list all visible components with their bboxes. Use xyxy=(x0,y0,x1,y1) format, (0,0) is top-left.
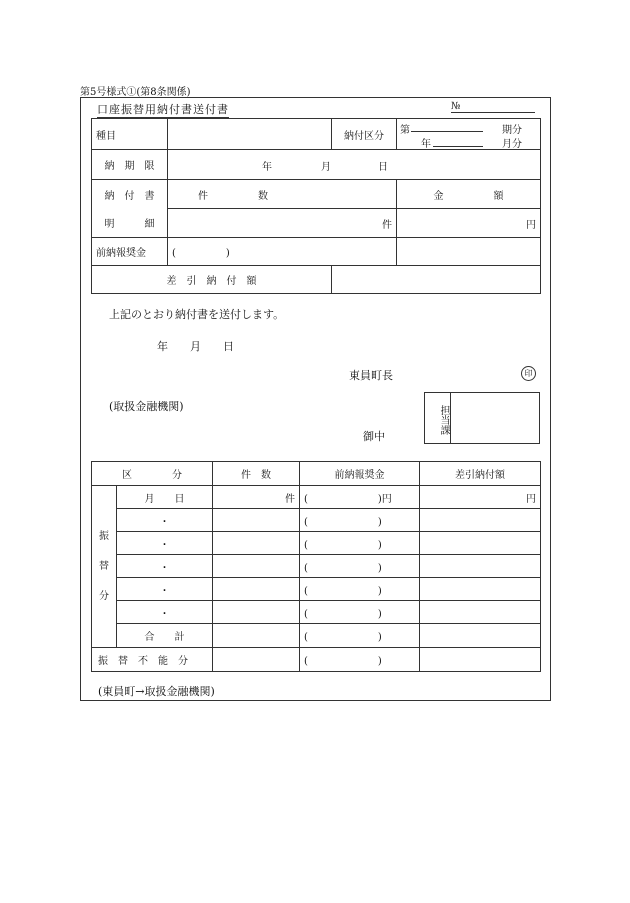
nouki-value[interactable] xyxy=(168,150,541,180)
date-line[interactable]: 年 月 日 xyxy=(157,340,234,353)
furikae-char: 分 xyxy=(99,590,109,602)
total-ken-cell[interactable] xyxy=(213,624,300,648)
furikae-vertical-label xyxy=(92,486,117,648)
statement-text: 上記のとおり納付書を送付します。 xyxy=(109,308,285,321)
ken-cell[interactable]: 件 xyxy=(213,486,300,509)
bank-label: (取扱金融機関) xyxy=(109,400,184,413)
nofu-kubun-label: 納付区分 xyxy=(332,119,397,150)
zennou-cell[interactable]: ( ) xyxy=(300,532,420,555)
zennou-cell[interactable]: ( ) xyxy=(300,578,420,601)
zennou-paren: ( ) xyxy=(172,248,230,259)
sashihiki-label: 差 引 納 付 額 xyxy=(92,266,332,294)
funou-ken-cell[interactable] xyxy=(213,648,300,672)
zennou-cell[interactable]: ( ) xyxy=(300,601,420,624)
number-field[interactable] xyxy=(451,101,535,113)
zennou-cell[interactable]: ( ) xyxy=(300,509,420,532)
sashihiki-value[interactable] xyxy=(332,266,541,294)
funou-label: 振 替 不 能 分 xyxy=(92,648,213,672)
mayor-label: 東員町長 xyxy=(349,369,393,382)
total-zennou-cell[interactable]: ( ) xyxy=(300,624,420,648)
summary-table xyxy=(91,118,541,294)
sashihiki-cell[interactable] xyxy=(420,509,541,532)
date-dot-cell[interactable]: ・ xyxy=(117,578,213,601)
tsuki-underline xyxy=(433,146,483,147)
date-dot-cell[interactable]: ・ xyxy=(117,601,213,624)
zennou-cell[interactable]: ( )円 xyxy=(300,486,420,509)
nen-label: 年 xyxy=(421,139,431,150)
ki-underline xyxy=(411,131,483,132)
sashihiki-col-header: 差引納付額 xyxy=(420,462,541,486)
funou-sashihiki-cell[interactable] xyxy=(420,648,541,672)
tanto-box[interactable] xyxy=(424,392,540,444)
kensu-col-header: 件 数 xyxy=(213,462,300,486)
zennou-value[interactable] xyxy=(168,238,397,266)
sashihiki-cell[interactable] xyxy=(420,601,541,624)
zennou-label: 前納報奨金 xyxy=(92,238,168,266)
ken-cell[interactable] xyxy=(213,555,300,578)
month-day-cell[interactable]: 月 日 xyxy=(117,486,213,509)
kubun-header: 区 分 xyxy=(92,462,213,486)
furikae-char: 振 xyxy=(99,530,109,542)
tanto-label: 担当課 xyxy=(425,393,451,443)
date-dot-cell[interactable]: ・ xyxy=(117,532,213,555)
total-label: 合 計 xyxy=(117,624,213,648)
total-sashihiki-cell[interactable] xyxy=(420,624,541,648)
nouki-tsuki: 月 xyxy=(321,162,331,173)
kibun-label: 期分 xyxy=(502,125,522,136)
zennou-amount[interactable] xyxy=(397,238,541,266)
ken-cell[interactable] xyxy=(213,532,300,555)
furikae-char: 替 xyxy=(99,560,109,572)
nofu-kubun-value[interactable] xyxy=(397,119,541,150)
meisai-kingaku[interactable] xyxy=(397,209,541,238)
ken-unit: 件 xyxy=(382,219,392,231)
nofusho-label: 納 付 書 xyxy=(92,180,168,209)
date-dot-cell[interactable]: ・ xyxy=(117,555,213,578)
nouki-label: 納 期 限 xyxy=(92,150,168,180)
kingaku-header: 金 額 xyxy=(397,180,541,209)
number-label: № xyxy=(451,101,461,112)
onchu-label: 御中 xyxy=(363,430,385,443)
nouki-nen: 年 xyxy=(262,162,272,173)
ken-cell[interactable] xyxy=(213,578,300,601)
dai-label: 第 xyxy=(400,125,410,136)
sashihiki-cell[interactable]: 円 xyxy=(420,486,541,509)
sashihiki-cell[interactable] xyxy=(420,578,541,601)
tsukibun-label: 月分 xyxy=(502,139,522,150)
footer-note: (東員町→取扱金融機関) xyxy=(98,685,215,698)
sashihiki-cell[interactable] xyxy=(420,532,541,555)
shumoku-value[interactable] xyxy=(168,119,332,150)
zennou-col-header: 前納報奨金 xyxy=(300,462,420,486)
form-number-label: 第5号様式①(第8条関係) xyxy=(80,87,191,98)
kensu-header: 件 数 xyxy=(168,180,397,209)
form-title: 口座振替用納付書送付書 xyxy=(97,103,229,116)
nouki-hi: 日 xyxy=(378,162,388,173)
funou-zennou-cell[interactable]: ( ) xyxy=(300,648,420,672)
furikae-table xyxy=(91,461,541,672)
zennou-cell[interactable]: ( ) xyxy=(300,555,420,578)
ken-cell[interactable] xyxy=(213,601,300,624)
seal-icon: 印 xyxy=(521,366,536,381)
yen-unit: 円 xyxy=(526,219,536,231)
ken-cell[interactable] xyxy=(213,509,300,532)
date-dot-cell[interactable]: ・ xyxy=(117,509,213,532)
sashihiki-cell[interactable] xyxy=(420,555,541,578)
meisai-kensu[interactable] xyxy=(168,209,397,238)
meisai-label: 明 細 xyxy=(92,209,168,238)
shumoku-label: 種目 xyxy=(92,119,168,150)
